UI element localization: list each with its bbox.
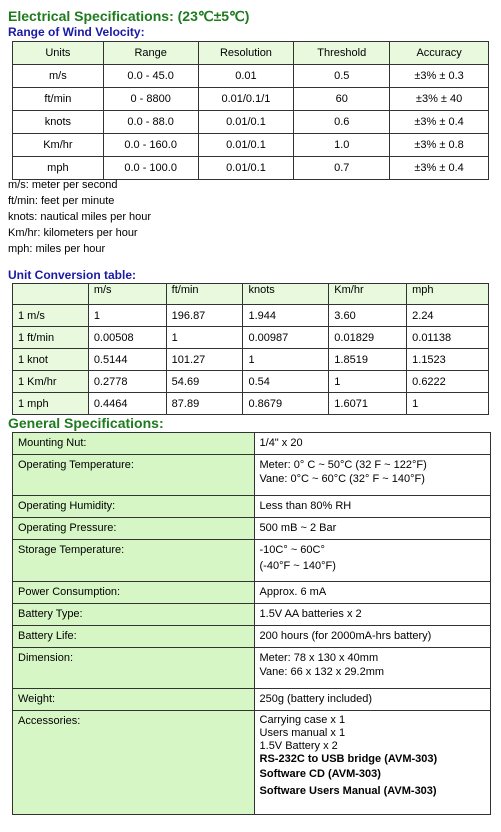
wind-velocity-table: [12, 41, 489, 180]
row-header: 1 knot: [13, 349, 89, 371]
spec-label: Storage Temperature:: [13, 540, 255, 582]
note-line: m/s: meter per second: [8, 179, 118, 191]
row-header: 1 mph: [13, 393, 89, 415]
table-cell: knots: [13, 111, 104, 134]
spec-value-line: 1.5V AA batteries x 2: [259, 608, 362, 620]
spec-value-line: Carrying case x 1: [259, 714, 346, 726]
table-cell: 0.0 - 160.0: [103, 134, 198, 157]
spec-label: Mounting Nut:: [13, 433, 255, 455]
table-header-row: [13, 284, 489, 305]
table-cell: 0.00508: [88, 327, 166, 349]
spec-value-line: Meter: 0° C ~ 50°C (32 F ~ 122°F): [259, 459, 427, 471]
table-cell: 0.7: [294, 157, 390, 180]
spec-value: [254, 604, 490, 626]
table-cell: ft/min: [13, 88, 104, 111]
spec-value: [254, 433, 490, 455]
spec-value: [254, 518, 490, 540]
spec-label: Accessories:: [13, 711, 255, 815]
spec-value: [254, 455, 490, 496]
spec-label: Operating Temperature:: [13, 455, 255, 496]
conversion-table: [12, 283, 489, 415]
note-line: ft/min: feet per minute: [8, 195, 115, 207]
table-cell: mph: [13, 157, 104, 180]
spec-label: Weight:: [13, 689, 255, 711]
table-cell: m/s: [13, 65, 104, 88]
column-header: [13, 284, 89, 305]
spec-value: [254, 540, 490, 582]
table-cell: 60: [294, 88, 390, 111]
spec-value-line: Vane: 0°C ~ 60°C (32° F ~ 140°F): [259, 473, 425, 485]
table-row: [13, 111, 489, 134]
table-cell: ±3% ± 0.3: [390, 65, 489, 88]
table-row: [13, 65, 489, 88]
spec-value-line: 250g (battery included): [259, 693, 373, 705]
spec-row: [13, 496, 491, 518]
table-cell: 1: [329, 371, 407, 393]
note-line: Km/hr: kilometers per hour: [8, 227, 138, 239]
general-specs-heading: General Specifications:: [8, 415, 164, 431]
table-header-row: [13, 42, 489, 65]
table-row: [13, 134, 489, 157]
table-cell: 1: [243, 349, 329, 371]
table-cell: 1.1523: [407, 349, 489, 371]
column-header: knots: [243, 284, 329, 305]
spec-label: Power Consumption:: [13, 582, 255, 604]
table-row: [13, 371, 489, 393]
column-header: Range: [103, 42, 198, 65]
spec-row: [13, 648, 491, 689]
spec-label: Battery Life:: [13, 626, 255, 648]
table-cell: 0.5144: [88, 349, 166, 371]
wind-velocity-heading: Range of Wind Velocity:: [8, 25, 145, 39]
table-cell: 101.27: [166, 349, 243, 371]
spec-value-line: 1.5V Battery x 2: [259, 740, 338, 752]
column-header: Resolution: [198, 42, 294, 65]
table-cell: Km/hr: [13, 134, 104, 157]
spec-row: [13, 626, 491, 648]
table-cell: 0.54: [243, 371, 329, 393]
row-header: 1 m/s: [13, 305, 89, 327]
spec-value-line: Approx. 6 mA: [259, 586, 327, 598]
spec-value: [254, 689, 490, 711]
spec-row: [13, 711, 491, 815]
spec-row: [13, 689, 491, 711]
column-header: Threshold: [294, 42, 390, 65]
table-cell: 0.01: [198, 65, 294, 88]
table-cell: 0 - 8800: [103, 88, 198, 111]
table-cell: 3.60: [329, 305, 407, 327]
spec-value: [254, 626, 490, 648]
table-cell: 0.0 - 45.0: [103, 65, 198, 88]
table-cell: 196.87: [166, 305, 243, 327]
table-row: [13, 305, 489, 327]
table-cell: 1: [88, 305, 166, 327]
spec-row: [13, 518, 491, 540]
column-header: m/s: [88, 284, 166, 305]
row-header: 1 ft/min: [13, 327, 89, 349]
unit-notes: [8, 177, 151, 257]
spec-value-line: Less than 80% RH: [259, 500, 352, 512]
table-cell: 87.89: [166, 393, 243, 415]
table-cell: 0.0 - 100.0: [103, 157, 198, 180]
table-cell: 0.00987: [243, 327, 329, 349]
spec-value-line: Software CD (AVM-303): [259, 768, 381, 780]
table-cell: 0.4464: [88, 393, 166, 415]
table-cell: 0.01/0.1/1: [198, 88, 294, 111]
spec-value: [254, 582, 490, 604]
column-header: Km/hr: [329, 284, 407, 305]
table-cell: 1: [407, 393, 489, 415]
row-header: 1 Km/hr: [13, 371, 89, 393]
spec-value: [254, 496, 490, 518]
spec-row: [13, 540, 491, 582]
table-cell: 1.8519: [329, 349, 407, 371]
spec-row: [13, 604, 491, 626]
table-row: [13, 349, 489, 371]
table-cell: ±3% ± 0.4: [390, 111, 489, 134]
table-cell: 0.01/0.1: [198, 111, 294, 134]
table-cell: 0.5: [294, 65, 390, 88]
table-cell: ±3% ± 40: [390, 88, 489, 111]
spec-row: [13, 582, 491, 604]
table-cell: 1.944: [243, 305, 329, 327]
spec-value-line: Users manual x 1: [259, 727, 346, 739]
spec-value-line: (-40°F ~ 140°F): [259, 560, 336, 572]
table-cell: 54.69: [166, 371, 243, 393]
note-line: knots: nautical miles per hour: [8, 211, 152, 223]
table-cell: 0.01/0.1: [198, 134, 294, 157]
table-cell: 0.2778: [88, 371, 166, 393]
general-specs-table: [12, 432, 491, 815]
table-cell: 1.6071: [329, 393, 407, 415]
spec-value-line: Software Users Manual (AVM-303): [259, 785, 437, 797]
table-cell: ±3% ± 0.4: [390, 157, 489, 180]
conversion-heading: Unit Conversion table:: [8, 268, 137, 282]
spec-row: [13, 455, 491, 496]
table-cell: 1: [166, 327, 243, 349]
spec-value-line: Vane: 66 x 132 x 29.2mm: [259, 666, 385, 678]
note-line: mph: miles per hour: [8, 243, 106, 255]
table-cell: 0.0 - 88.0: [103, 111, 198, 134]
page-title: Electrical Specifications: (23℃±5℃): [8, 8, 250, 24]
table-cell: 0.01/0.1: [198, 157, 294, 180]
spec-value-line: RS-232C to USB bridge (AVM-303): [259, 753, 438, 765]
table-cell: 1.0: [294, 134, 390, 157]
table-cell: 0.01138: [407, 327, 489, 349]
table-cell: 0.8679: [243, 393, 329, 415]
spec-label: Operating Humidity:: [13, 496, 255, 518]
column-header: mph: [407, 284, 489, 305]
spec-value-line: 200 hours (for 2000mA-hrs battery): [259, 630, 432, 642]
spec-value-line: Meter: 78 x 130 x 40mm: [259, 652, 379, 664]
table-cell: 2.24: [407, 305, 489, 327]
column-header: Units: [13, 42, 104, 65]
column-header: ft/min: [166, 284, 243, 305]
table-cell: 0.6222: [407, 371, 489, 393]
table-cell: 0.6: [294, 111, 390, 134]
spec-value-line: 500 mB ~ 2 Bar: [259, 522, 337, 534]
spec-label: Operating Pressure:: [13, 518, 255, 540]
column-header: Accuracy: [390, 42, 489, 65]
table-cell: 0.01829: [329, 327, 407, 349]
table-row: [13, 393, 489, 415]
spec-label: Dimension:: [13, 648, 255, 689]
spec-value: [254, 711, 490, 815]
spec-row: [13, 433, 491, 455]
table-cell: ±3% ± 0.8: [390, 134, 489, 157]
table-row: [13, 88, 489, 111]
spec-value: [254, 648, 490, 689]
table-row: [13, 327, 489, 349]
spec-label: Battery Type:: [13, 604, 255, 626]
spec-value-line: 1/4" x 20: [259, 437, 303, 449]
spec-value-line: -10C° ~ 60C°: [259, 544, 325, 556]
